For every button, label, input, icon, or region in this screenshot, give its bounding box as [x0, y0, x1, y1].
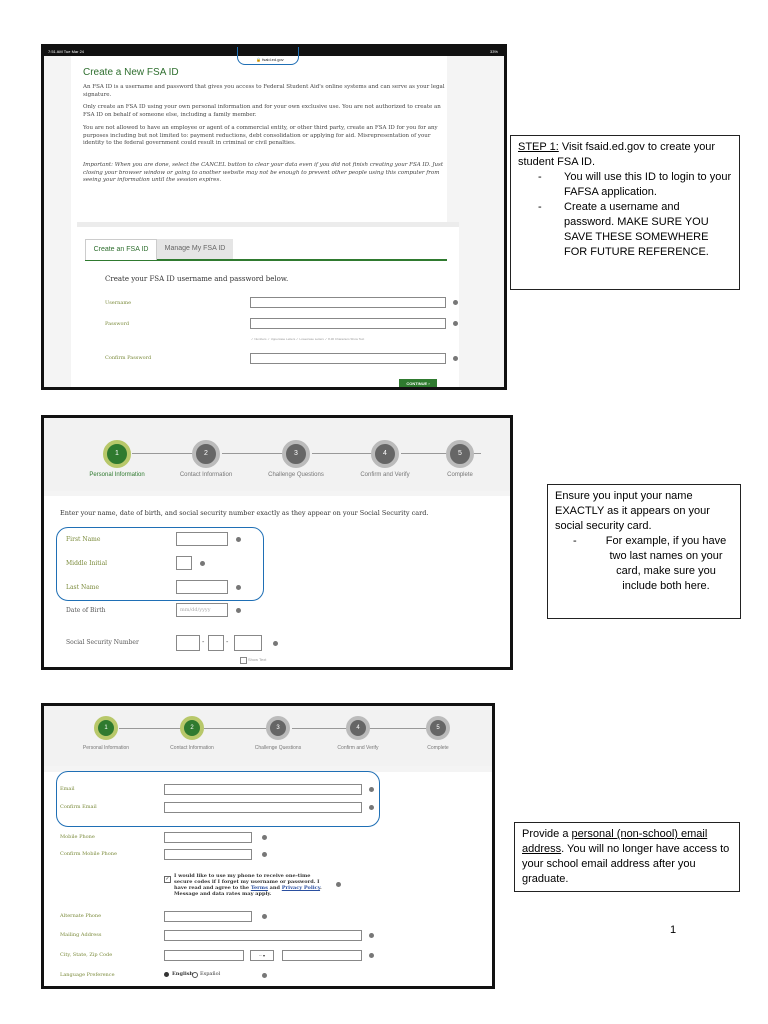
step-4-circle: 4: [371, 440, 399, 468]
step-connector: [204, 728, 272, 729]
language-label: Language Preference: [60, 972, 115, 978]
sms-opt-in-checkbox[interactable]: ✓: [165, 876, 170, 882]
ssn-label: Social Security Number: [66, 639, 139, 646]
note3-text: . You will no longer have access to your school email address after you graduate.: [522, 843, 730, 885]
progress-stepper: [44, 706, 492, 766]
step-label: Personal Information: [82, 745, 130, 751]
help-icon[interactable]: [336, 882, 341, 887]
confirm-email-input[interactable]: [164, 802, 362, 813]
privacy-link[interactable]: Privacy Policy: [281, 885, 321, 891]
ssn-dash: -: [202, 638, 205, 646]
mobile-phone-input[interactable]: [164, 832, 252, 843]
form-subheading: Create your FSA ID username and password below.: [105, 275, 289, 283]
step2-note: [547, 484, 741, 619]
step1-intro: Visit fsaid.ed.gov to create your student FSA ID.: [518, 141, 716, 168]
mailing-address-input[interactable]: [164, 930, 362, 941]
step-label: Personal Information: [89, 472, 145, 478]
espanol-radio[interactable]: [192, 972, 198, 978]
authorization-paragraph: Only create an FSA ID using your own personal information and for your own exclusive use. You are not authorized to create an FSA ID on behalf of someone else, including a family member.: [83, 104, 441, 118]
password-label: Password: [105, 321, 130, 327]
help-icon[interactable]: [369, 933, 374, 938]
status-battery: 33%: [489, 49, 498, 54]
help-icon[interactable]: [369, 805, 374, 810]
bullet-item: - For example, if you have two last names on your card, make sure you include both here.: [599, 534, 733, 594]
important-paragraph: Important: When you are done, select the CANCEL button to clear your data even if you did not finish creating your FSA ID. Just closing your browser window or going to another website may not be enough to prevent other people using this computer from seeing your information until the session expires.: [83, 162, 444, 183]
url-text: 🔒 fsaid.ed.gov: [256, 57, 284, 62]
step-label: Contact Information: [170, 745, 214, 751]
espanol-label: Español: [200, 971, 221, 977]
step-2-circle: 2: [192, 440, 220, 468]
ssn-dash: -: [226, 638, 229, 646]
intro-paragraph: An FSA ID is a username and password that gives you access to Federal Student Aid's online systems and can serve as your legal signature.: [83, 84, 445, 98]
bullet-item: - You will use this ID to login to your FAFSA application.: [564, 170, 732, 200]
step-label: Challenge Questions: [254, 745, 302, 751]
help-icon[interactable]: [236, 537, 241, 542]
email-label: Email: [60, 786, 75, 792]
help-icon[interactable]: [200, 561, 205, 566]
last-name-input[interactable]: [176, 580, 228, 594]
first-name-input[interactable]: [176, 532, 228, 546]
step-label: Confirm and Verify: [337, 745, 379, 751]
step1-note: [510, 135, 740, 290]
english-label: English: [172, 971, 194, 977]
bullet-item: - Create a username and password. MAKE SURE YOU SAVE THESE SOMEWHERE FOR FUTURE REFERENCE.: [564, 200, 732, 260]
help-icon[interactable]: [453, 300, 458, 305]
ssn-part2-input[interactable]: [208, 635, 224, 651]
contact-info-form: [44, 772, 492, 989]
step-label: Complete: [427, 745, 449, 751]
step-label: STEP 1:: [518, 141, 559, 153]
step-label: Challenge Questions: [268, 472, 324, 478]
personal-info-form: [44, 496, 510, 670]
state-select[interactable]: -- ▾: [250, 950, 274, 961]
form-instruction: Enter your name, date of birth, and social security number exactly as they appear on your Social Security card.: [60, 509, 429, 517]
step-3-circle: 3: [266, 716, 290, 740]
alternate-phone-label: Alternate Phone: [60, 913, 102, 919]
page-number: 1: [670, 924, 677, 936]
help-icon[interactable]: [262, 835, 267, 840]
password-requirements: ✓ Numbers ✓ Uppercase Letters ✓ Lowercase Letters ✓ 8-30 Characters Show Text: [251, 337, 365, 341]
password-input[interactable]: [250, 318, 446, 329]
create-fsa-panel: [77, 222, 459, 390]
alternate-phone-input[interactable]: [164, 911, 252, 922]
sms-opt-in-text: I would like to use my phone to receive one-time secure codes if I forget my username or password. I have read and agree to the Terms and Privacy Policy. Message and data rates may apply.: [174, 873, 322, 897]
username-label: Username: [105, 300, 132, 306]
tab-manage-fsa-id[interactable]: Manage My FSA ID: [157, 239, 233, 259]
ssn-part3-input[interactable]: [234, 635, 262, 651]
step-label: Contact Information: [179, 472, 233, 478]
contact-info-screenshot: [41, 703, 495, 989]
personal-info-screenshot: [41, 415, 513, 670]
middle-initial-label: Middle Initial: [66, 560, 108, 567]
dob-label: Date of Birth: [66, 607, 106, 614]
tab-bar: [85, 237, 447, 261]
step-3-circle: 3: [282, 440, 310, 468]
page-title: Create a New FSA ID: [83, 67, 179, 78]
tab-create-fsa-id[interactable]: Create an FSA ID: [85, 239, 157, 260]
confirm-password-label: Confirm Password: [105, 355, 152, 361]
help-icon[interactable]: [273, 641, 278, 646]
email-highlight: [56, 771, 380, 827]
fsa-create-screenshot: [41, 44, 507, 390]
step-5-circle: 5: [446, 440, 474, 468]
dob-input[interactable]: mm/dd/yyyy: [176, 603, 228, 617]
step-4-circle: 4: [346, 716, 370, 740]
english-radio[interactable]: [164, 972, 169, 977]
help-icon[interactable]: [369, 787, 374, 792]
help-icon[interactable]: [453, 321, 458, 326]
step-1-circle: 1: [103, 440, 131, 468]
mailing-address-label: Mailing Address: [60, 932, 102, 938]
step2-intro: Ensure you input your name EXACTLY as it appears on your social security card.: [555, 490, 710, 532]
help-icon[interactable]: [262, 852, 267, 857]
zip-input[interactable]: [282, 950, 362, 961]
step-label: Complete: [447, 472, 473, 478]
terms-link[interactable]: Terms: [250, 885, 268, 891]
note3-emphasis: personal (non-school) email address: [522, 828, 708, 855]
step-2-circle: 2: [180, 716, 204, 740]
confirm-mobile-label: Confirm Mobile Phone: [60, 851, 117, 857]
show-text-label: Show Text: [248, 657, 267, 662]
step-connector: [119, 728, 187, 729]
help-icon[interactable]: [369, 953, 374, 958]
step-connector: [367, 728, 431, 729]
help-icon[interactable]: [262, 973, 267, 978]
middle-initial-input[interactable]: [176, 556, 192, 570]
show-text-checkbox[interactable]: [240, 657, 247, 664]
agent-paragraph: You are not allowed to have an employee or agent of a commercial entity, or other third party, create an FSA ID for you for any purposes including but not limited to: payment reductions, debt consolidation or applying for aid. Misrepresentation of your identity to the federal government could result in criminal or civil penalties.: [83, 125, 438, 146]
last-name-label: Last Name: [66, 584, 100, 591]
confirm-email-label: Confirm Email: [60, 804, 97, 810]
first-name-label: First Name: [66, 536, 101, 543]
note3-text: Provide a: [522, 828, 572, 840]
continue-button[interactable]: CONTINUE ›: [399, 379, 437, 389]
email-input[interactable]: [164, 784, 362, 795]
progress-stepper: [44, 418, 510, 491]
status-time: 7:51 AM Tue Mar 24: [48, 49, 85, 54]
step-5-circle: 5: [426, 716, 450, 740]
step-label: Confirm and Verify: [360, 472, 410, 478]
confirm-mobile-input[interactable]: [164, 849, 252, 860]
mobile-phone-label: Mobile Phone: [60, 834, 95, 840]
confirm-password-input[interactable]: [250, 353, 446, 364]
step-1-circle: 1: [94, 716, 118, 740]
help-icon[interactable]: [262, 914, 267, 919]
help-icon[interactable]: [236, 585, 241, 590]
city-input[interactable]: [164, 950, 244, 961]
city-state-zip-label: City, State, Zip Code: [60, 952, 113, 958]
ssn-part1-input[interactable]: [176, 635, 200, 651]
step-connector: [292, 728, 352, 729]
username-input[interactable]: [250, 297, 446, 308]
step3-note: [514, 822, 740, 892]
help-icon[interactable]: [236, 608, 241, 613]
help-icon[interactable]: [453, 356, 458, 361]
